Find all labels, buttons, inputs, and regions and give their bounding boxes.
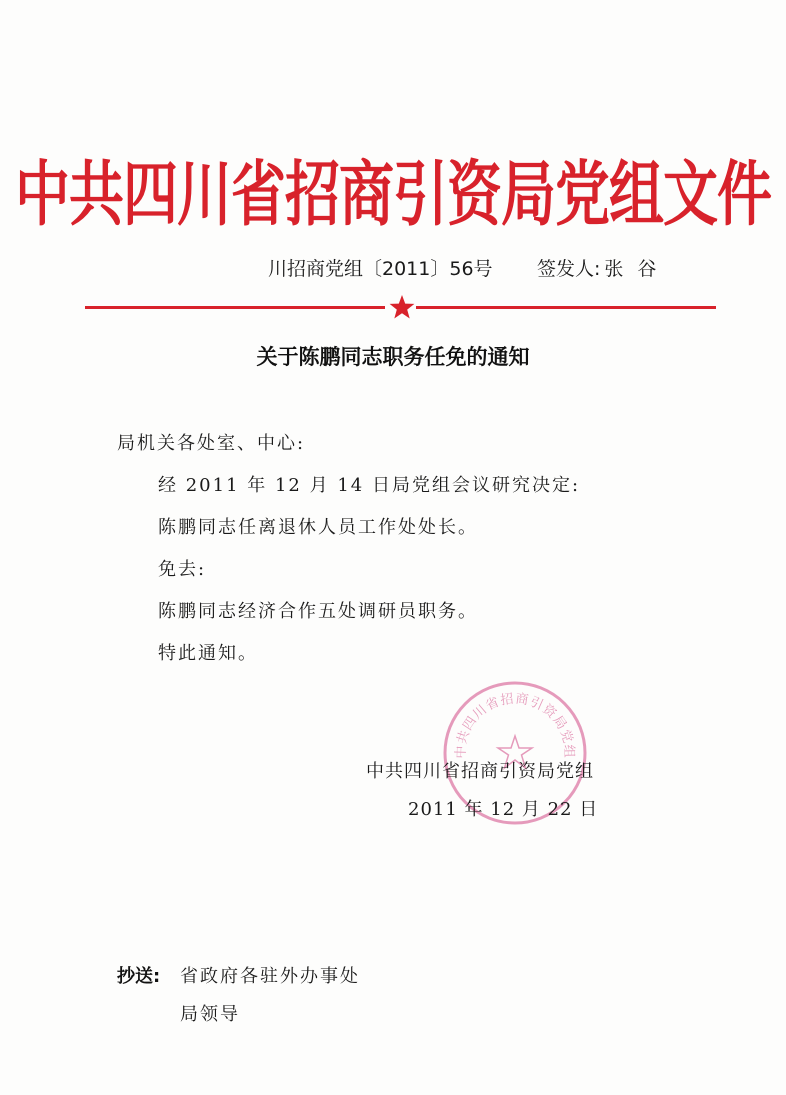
issuer-name: 张谷 [604, 258, 671, 280]
body-line-appointment: 陈鹏同志任离退休人员工作处处长。 [158, 517, 478, 538]
svg-text:中共四川省招商引资局党组 [453, 691, 576, 759]
body-line-removal-label: 免去: [158, 559, 207, 580]
header-divider-right [416, 306, 716, 309]
issuer-block [537, 254, 670, 281]
document-subject: 关于陈鹏同志职务任免的通知 [256, 345, 530, 369]
signature-organization: 中共四川省招商引资局党组 [366, 761, 594, 782]
body-line-removal: 陈鹏同志经济合作五处调研员职务。 [158, 601, 478, 622]
body-line-closing: 特此通知。 [158, 643, 258, 664]
cc-recipient: 局领导 [180, 1004, 240, 1025]
body-line-decision: 经 2011 年 12 月 14 日局党组会议研究决定: [158, 475, 581, 496]
document-header-title: 中共四川省招商引资局党组文件 [14, 153, 771, 236]
salutation: 局机关各处室、中心: [117, 433, 306, 454]
header-divider-left [85, 306, 385, 309]
cc-recipient: 省政府各驻外办事处 [180, 966, 360, 987]
document-number: 川招商党组〔2011〕56号 [268, 258, 493, 280]
star-icon [389, 294, 415, 320]
cc-label: 抄送: [117, 966, 161, 987]
signature-date: 2011 年 12 月 22 日 [408, 799, 599, 820]
seal-text: 中共四川省招商引资局党组 [453, 691, 577, 759]
issuer-label: 签发人: [537, 258, 601, 280]
